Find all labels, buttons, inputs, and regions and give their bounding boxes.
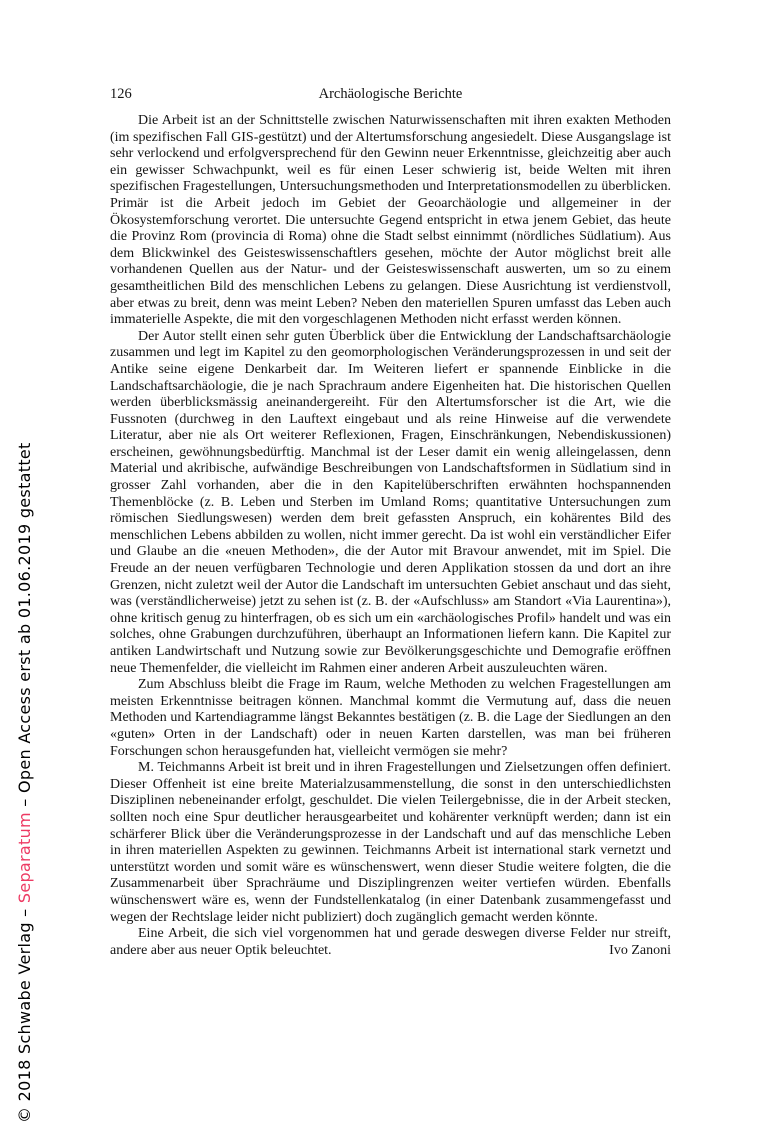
copyright-sidebar — [15, 442, 34, 1123]
separatum-label: Separatum — [15, 812, 34, 904]
paragraph: Die Arbeit ist an der Schnittstelle zwischen Naturwissenschaften mit ihren exakten Methoden (im spezifischen Fall GIS-gestützt) und der Altertumsforschung angesiedelt. Diese Ausgangslage ist sehr verlockend und erfolgversprechend für den Gewinn neuer Erkenntnisse, gleichzeitig aber auch ein gewisser Schwachpunkt, weil es für einen Leser schwierig ist, beide Welten mit ihren spezifischen Fragestellungen, Untersuchungsmethoden und Interpretationsmodellen zu überblicken. Primär ist die Arbeit jedoch im Gebiet der Geoarchäologie und allgemeiner in der Ökosystemforschung verortet. Die untersuchte Gegend entspricht in etwa jenem Gebiet, das heute die Provinz Rom (provincia di Roma) ohne die Stadt selbst einnimmt (nördliches Südlatium). Aus dem Blickwinkel des Geisteswissenschaftlers gesehen, möchte der Autor möglichst breit alle vorhandenen Quellen aus der Natur- und der Geisteswissenschaft auswerten, um so zu einem gesamtheitlichen Bild des menschlichen Lebens zu gelangen. Diese Ausrichtung ist verdienstvoll, aber etwas zu breit, denn was meint Leben? Neben den materiellen Spuren umfasst das Leben auch immaterielle Aspekte, die mit den vorgeschlagenen Methoden nicht erfasst werden können. — [110, 113, 671, 328]
author-signature: Ivo Zanoni — [609, 942, 671, 958]
text-block — [110, 86, 671, 959]
paragraph: Zum Abschluss bleibt die Frage im Raum, welche Methoden zu welchen Fragestellungen am meisten Erkenntnisse beitragen können. Manchmal kommt die Vermutung auf, dass die neuen Methoden und Kartendiagramme längst Bekanntes bestätigen (z. B. die Lage der Siedlungen an den «guten» Orten in der Landschaft) oder in neuen Karten darstellen, was man bei früheren Forschungen schon herausgefunden hat, vielleicht vermögen sie mehr? — [110, 677, 671, 759]
review-article — [110, 113, 671, 959]
copyright-prefix: © 2018 Schwabe Verlag – — [15, 903, 34, 1123]
page-number: 126 — [110, 86, 132, 102]
journal-title: Archäologische Berichte — [318, 86, 463, 102]
closing-paragraph — [110, 926, 671, 959]
paragraph-text: Eine Arbeit, die sich viel vorgenommen hat und gerade deswegen diverse Felder nur streift, andere aber aus neuer Optik beleuchtet. — [110, 926, 671, 958]
copyright-suffix: – Open Access erst ab 01.06.2019 gestattet — [15, 442, 34, 813]
running-header — [110, 86, 671, 103]
paragraph: Der Autor stellt einen sehr guten Überblick über die Entwicklung der Landschaftsarchäologie zusammen und legt im Kapitel zu den geomorphologischen Veränderungsprozessen in und seit der Antike seine eigene Denkarbeit dar. Im Weiteren liefert er spannende Einblicke in die Landschaftsarchäologie, die je nach Sprachraum andere Eigenheiten hat. Die historischen Quellen werden überblicksmässig aneinandergereiht. Für den Altertumsforscher ist die Art, wie die Fussnoten (durchweg in den Lauftext eingebaut und als reine Hinweise auf die verwendete Literatur, aber nie als Ort weiterer Reflexionen, Fragen, Einschränkungen, Nebendiskussionen) erscheinen, gewöhnungsbedürftig. Manchmal ist der Leser damit ein wenig alleingelassen, denn Material und akribische, aufwändige Beschreibungen von Landschaftsformen in Südlatium sind in grosser Zahl vorhanden, aber die in den Kapitelüberschriften erwähnten hochspannenden Themenblöcke (z. B. Leben und Sterben im Umland Roms; quantitative Untersuchungen zum römischen Siedlungswesen) werden dem breit gefassten Anspruch, ein kohärentes Bild des menschlichen Lebens abbilden zu wollen, nicht immer gerecht. Da ist wohl ein verständlicher Eifer und Glaube an die «neuen Methoden», die der Autor mit Bravour anwendet, mit im Spiel. Die Freude an der neuen verfügbaren Technologie und deren Applikation stossen da und dort an ihre Grenzen, nicht zuletzt weil der Autor die Landschaft im untersuchten Gebiet anschaut und das sieht, was (verständlicherweise) jetzt zu sehen ist (z. B. der «Aufschluss» am Standort «Via Laurentina»), ohne kritisch genug zu hinterfragen, ob es sich um ein «archäologisches Profil» handelt und was ein solches, ohne Grabungen durchzuführen, überhaupt an Informationen liefern kann. Die Kapitel zur antiken Landwirtschaft und Nutzung sowie zur Bevölkerungsgeschichte und Demografie eröffnen neue Themenfelder, die vielleicht im Rahmen einer anderen Arbeit auszuleuchten wären. — [110, 328, 671, 676]
paragraph: M. Teichmanns Arbeit ist breit und in ihren Fragestellungen und Zielsetzungen offen definiert. Dieser Offenheit ist eine breite Materialzusammenstellung, die sonst in den unterschiedlichsten Disziplinen nebeneinander erfolgt, geschuldet. Die vielen Teilergebnisse, die in der Arbeit stecken, sollten noch eine Spur deutlicher herausgearbeitet und kohärenter verknüpft werden; dann ist ein schärferer Blick über die Veränderungsprozesse in der Landschaft und auf das menschliche Leben in ihren materiellen Aspekten zu gewinnen. Teichmanns Arbeit ist international stark vernetzt und unterstützt worden und somit wäre es wünschenswert, wenn dieser Studie weitere folgten, die die Zusammenarbeit über Sprachräume und Disziplingrenzen weiter vertiefen würden. Ebenfalls wünschenswert wäre es, wenn der Fundstellenkatalog (in einer Datenbank zusammengefasst und wegen der Rechtslage leider nicht publiziert) doch zugänglich gemacht werden könnte. — [110, 760, 671, 925]
